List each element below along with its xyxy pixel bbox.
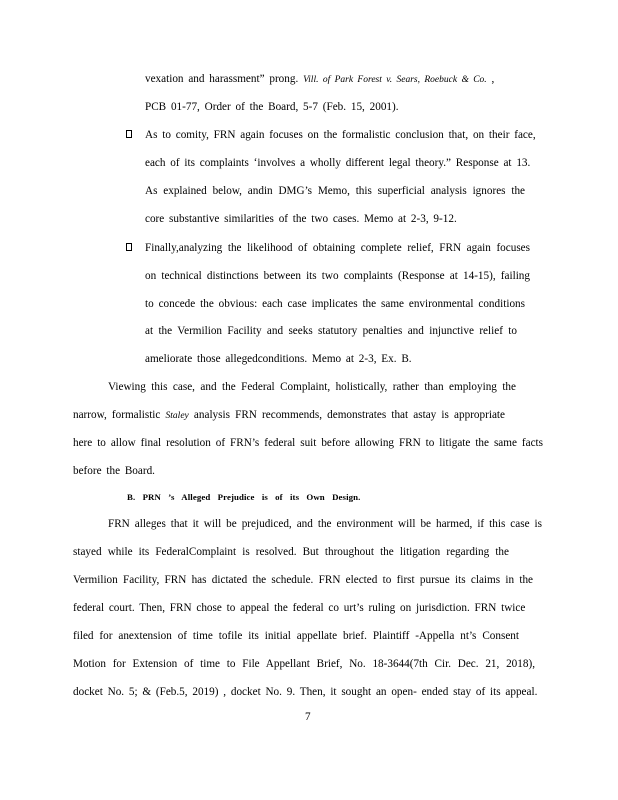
list-line: vexation and harassment” prong. Vill. of Park Forest v. Sears, Roebuck & Co. , — [145, 73, 495, 85]
bullet-icon — [126, 130, 132, 138]
paragraph-line: Motion for Extension of time to File Appellant Brief, No. 18-3644(7th Cir. Dec. 21, 2018), — [73, 658, 535, 670]
list-line: PCB 01-77, Order of the Board, 5-7 (Feb. 15, 2001). — [145, 101, 399, 113]
paragraph-line: filed for anextension of time tofile its initial appellate brief. Plaintiff -Appella nt’s Consent — [73, 630, 519, 642]
list-line: ameliorate those allegedconditions. Memo at 2-3, Ex. B. — [145, 353, 412, 365]
list-line: each of its complaints ‘involves a wholly different legal theory.” Response at 13. — [145, 157, 531, 169]
paragraph-line: stayed while its FederalComplaint is resolved. But throughout the litigation regarding the — [73, 546, 509, 558]
paragraph-line: federal court. Then, FRN chose to appeal the federal co urt’s ruling on jurisdiction. FRN twice — [73, 602, 526, 614]
paragraph-line: before the Board. — [73, 465, 155, 477]
list-line: As explained below, andin DMG’s Memo, this superficial analysis ignores the — [145, 185, 525, 197]
list-line: to concede the obvious: each case implicates the same environmental conditions — [145, 298, 525, 310]
paragraph-line: docket No. 5; & (Feb.5, 2019) , docket No. 9. Then, it sought an open- ended stay of its appeal. — [73, 686, 538, 698]
section-heading: B. PRN ’s Alleged Prejudice is of its Own Design. — [127, 492, 361, 502]
paragraph-line: Vermilion Facility, FRN has dictated the schedule. FRN elected to first pursue its claims in the — [73, 574, 533, 586]
paragraph-line: narrow, formalistic Staley analysis FRN recommends, demonstrates that astay is appropriate — [73, 409, 505, 421]
paragraph-line: here to allow final resolution of FRN’s federal suit before allowing FRN to litigate the same facts — [73, 437, 543, 449]
list-line: core substantive similarities of the two cases. Memo at 2-3, 9-12. — [145, 213, 457, 225]
list-line: As to comity, FRN again focuses on the formalistic conclusion that, on their face, — [145, 129, 536, 141]
paragraph-line: FRN alleges that it will be prejudiced, and the environment will be harmed, if this case is — [108, 518, 542, 530]
paragraph-line: Viewing this case, and the Federal Complaint, holistically, rather than employing the — [108, 381, 516, 393]
list-line: at the Vermilion Facility and seeks statutory penalties and injunctive relief to — [145, 325, 517, 337]
bullet-icon — [126, 243, 132, 251]
list-line: on technical distinctions between its two complaints (Response at 14-15), failing — [145, 270, 530, 282]
list-line: Finally,analyzing the likelihood of obtaining complete relief, FRN again focuses — [145, 242, 530, 254]
page-number: 7 — [305, 711, 311, 723]
